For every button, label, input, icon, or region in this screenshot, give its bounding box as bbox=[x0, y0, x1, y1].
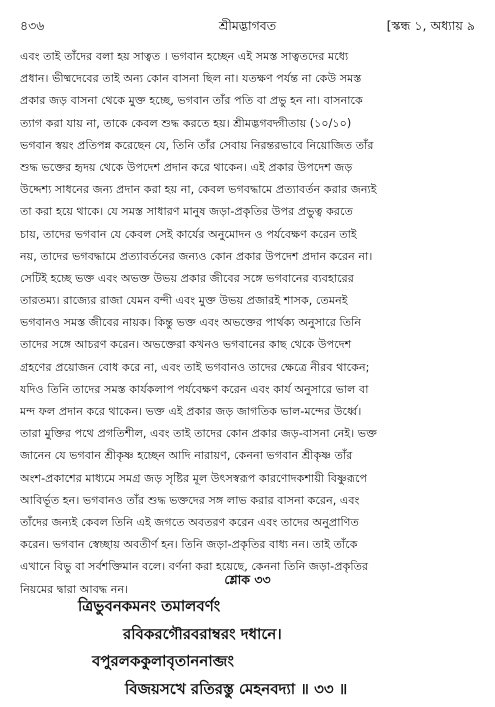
text-line: চায়, তাদের ভগবান যে কেবল সেই কার্যের অনুমোদন ও পর্যবেক্ষণ করেন তাই bbox=[20, 227, 357, 241]
verse-block bbox=[20, 569, 475, 703]
text-line: এখানে বিভু বা সর্বশক্তিমান বলে। বর্ণনা করা হয়েছে, কেননা তিনি জড়া-প্রকৃতির bbox=[20, 560, 369, 574]
section-reference: [স্কন্ধ ১, অধ্যায় ৯ bbox=[386, 18, 475, 33]
text-line: করেন। ভগবান স্বেচ্ছায় অবতীর্ণ হন। তিনি জড়া-প্রকৃতির বাধ্য নন। তাই তাঁকে bbox=[20, 538, 358, 552]
text-line: সেটিই হচ্ছে ভক্ত এবং অভক্ত উভয় প্রকার জীবের সঙ্গে ভগবানের ব্যবহারের bbox=[20, 271, 354, 285]
text-line: অংশ-প্রকাশের মাধ্যমে সমগ্র জড় সৃষ্টির মূল উৎসস্বরূপ কারণোদকশায়ী বিষ্ণুরূপে bbox=[20, 471, 368, 485]
text-line: উদ্দেশ্য সাধনের জন্য প্রদান করা হয় না, কেবল ভগবদ্ধামে প্রত্যাবর্তন করার জন্যই bbox=[20, 183, 377, 197]
text-line: ভগবানও সমস্ত জীবের নায়ক। কিন্তু ভক্ত এবং অভক্তের পার্থক্য অনুসারে তিনি bbox=[20, 316, 361, 330]
text-line: এবং তাই তাঁদের বলা হয় সাত্বত । ভগবান হচ্ছেন এই সমস্ত সাত্বতদের মধ্যে bbox=[20, 50, 349, 63]
text-line: তাদের সঙ্গে আচরণ করেন। অভক্তেরা কখনও ভগবানের কাছ থেকে উপদেশ bbox=[20, 338, 352, 352]
verse-line: রবিকরগৌরবরাম্বরং দধানে। bbox=[123, 624, 282, 643]
page-number: ৪৩৬ bbox=[20, 18, 45, 33]
verse-line: বপুরলককুলাবৃতাননাব্জং bbox=[92, 652, 234, 670]
text-line: ত্যাগ করা যায় না, তাকে কেবল শুদ্ধ করতে হয়। শ্রীমদ্ভগবদ্গীতায় (১০/১০) bbox=[20, 116, 352, 130]
verse-line: বিজয়সখে রতিরস্তু মেহনবদ্যা ॥ ৩৩ ॥ bbox=[125, 679, 348, 698]
page-header bbox=[20, 16, 475, 36]
text-line: ভগবান স্বয়ং প্রতিপন্ন করেছেন যে, তিনি তাঁর সেবায় নিরন্তরভাবে নিয়োজিত তাঁর bbox=[20, 138, 374, 152]
text-line: যদিও তিনি তাদের সমস্ত কার্যকলাপ পর্যবেক্ষণ করেন এবং কার্য অনুসারে ভাল বা bbox=[20, 382, 369, 396]
verse-heading: শ্লোক ৩৩ bbox=[224, 572, 271, 587]
text-line: জানেন যে ভগবান শ্রীকৃষ্ণ হচ্ছেন আদি নারায়ণ, কেননা ভগবান শ্রীকৃষ্ণ তাঁর bbox=[20, 449, 353, 463]
text-line: শুদ্ধ ভক্তের হৃদয় থেকে উপদেশ প্রদান করে থাকেন। এই প্রকার উপদেশ জড় bbox=[20, 160, 353, 174]
text-line: তাঁদের জন্যই কেবল তিনি এই জগতে অবতরণ করেন এবং তাদের অনুপ্রাণিত bbox=[20, 515, 359, 529]
commentary-text bbox=[20, 46, 475, 601]
text-line: প্রকার জড় বাসনা থেকে মুক্ত হচ্ছে, ভগবান তাঁর পতি বা প্রভু হন না। বাসনাকে bbox=[20, 94, 363, 108]
text-line: তারা মুক্তির পথে প্রগতিশীল, এবং তাই তাদের কোন প্রকার জড়-বাসনা নেই। ভক্ত bbox=[20, 427, 378, 441]
text-line: আবির্ভূত হন। ভগবানও তাঁর শুদ্ধ ভক্তদের সঙ্গ লাভ করার বাসনা করেন, এবং bbox=[20, 493, 360, 507]
text-line: মন্দ ফল প্রদান করে থাকেন। ভক্ত এই প্রকার জড় জাগতিক ভাল-মন্দের উর্ধ্বে। bbox=[20, 405, 362, 418]
verse-line: ত্রিভুবনকমনং তমালবর্ণং bbox=[78, 597, 221, 615]
text-line: নিয়মের দ্বারা আবদ্ধ নন। bbox=[20, 582, 129, 596]
text-line: তারতম্য। রাজ্যের রাজা যেমন বন্দী এবং মুক্ত উভয় প্রজারই শাসক, তেমনই bbox=[20, 294, 348, 308]
book-title: শ্রীমদ্ভাগবত bbox=[218, 18, 277, 33]
text-line: তা করা হয়ে থাকে। যে সমস্ত সাধারণ মানুষ জড়া-প্রকৃতির উপর প্রভুত্ব করতে bbox=[20, 205, 353, 219]
text-line: নয়, তাদের ভগবদ্ধামে প্রত্যাবর্তনের জন্যও কোন প্রকার উপদেশ প্রদান করেন না। bbox=[20, 249, 373, 263]
text-line: গ্রহণের প্রয়োজন বোধ করে না, এবং তাই ভগবানও তাদের ক্ষেত্রে নীরব থাকেন; bbox=[20, 360, 370, 374]
text-line: প্রধান। ভীষ্মদেবের তাই অন্য কোন বাসনা ছিল না। যতক্ষণ পর্যন্ত না কেউ সমস্ত bbox=[20, 72, 362, 86]
